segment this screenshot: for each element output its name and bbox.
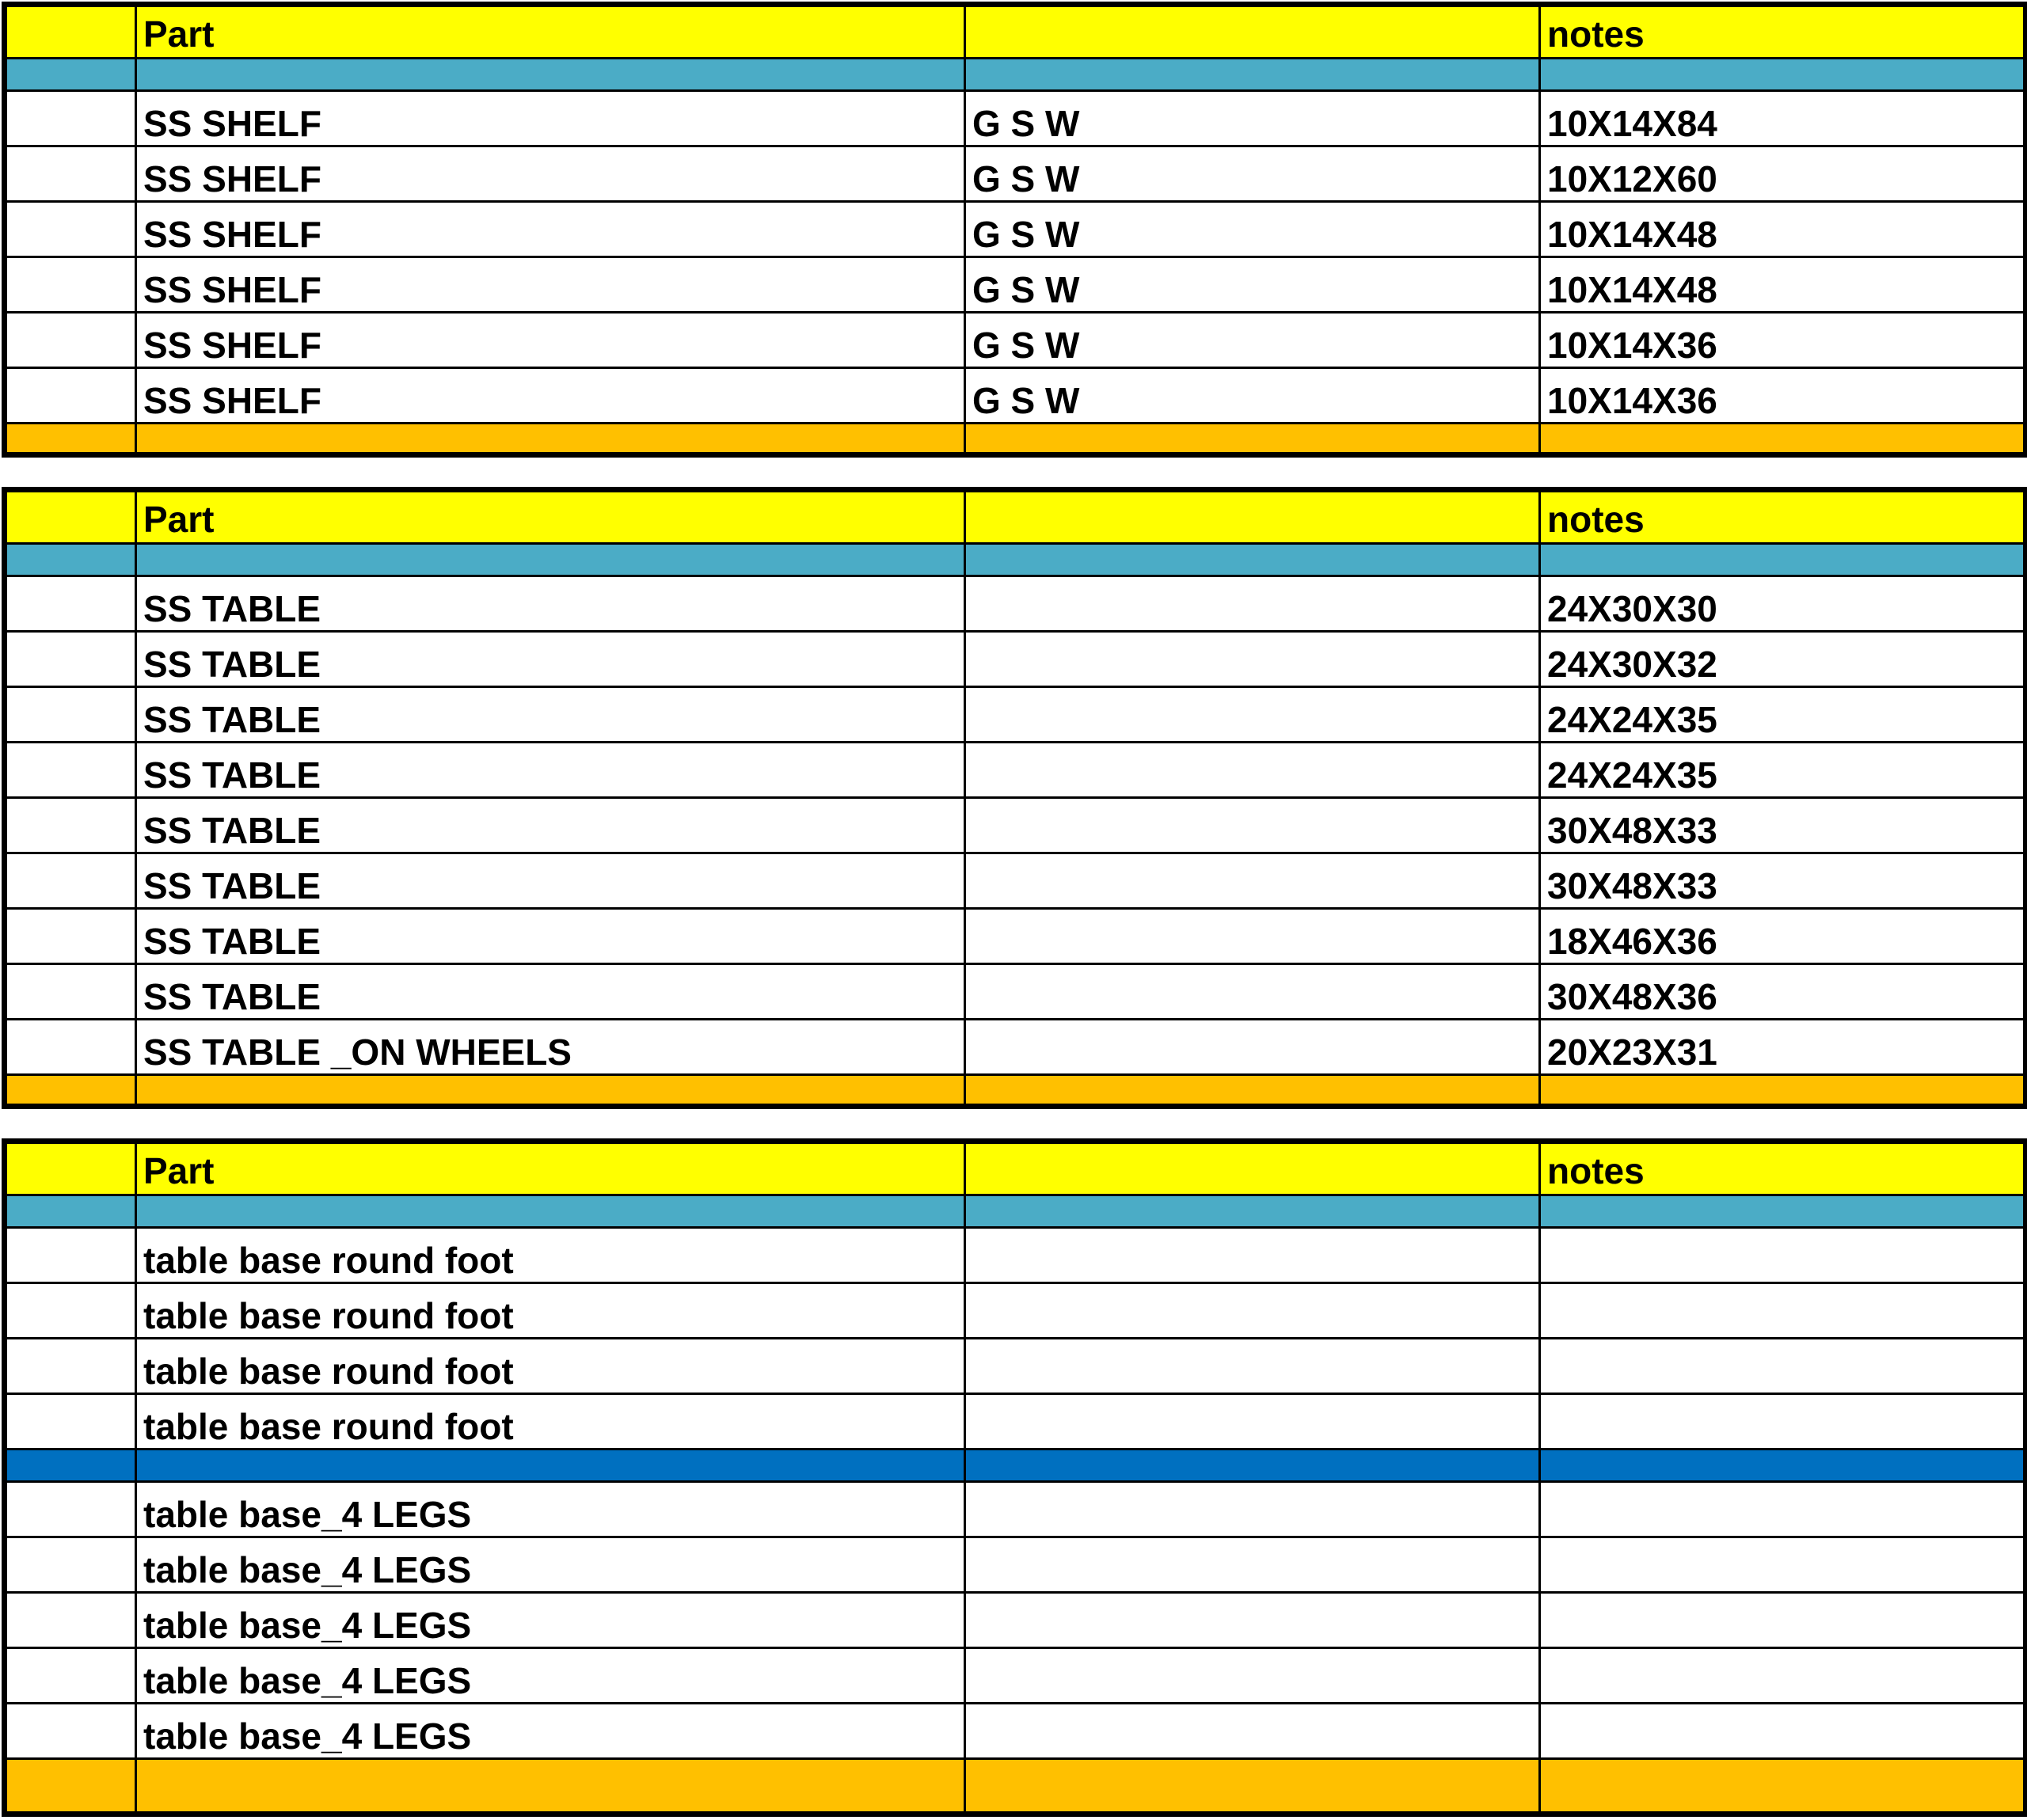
notes-cell[interactable]: 30X48X33 [1540,853,2026,909]
parts-table-tables [2,487,2027,1109]
part-cell[interactable]: table base_4 LEGS [136,1593,965,1648]
table-row [5,257,2026,313]
index-cell[interactable] [5,964,136,1020]
band-cell[interactable] [965,1195,1540,1228]
part-cell[interactable]: SS SHELF [136,313,965,368]
maker-cell[interactable] [965,1228,1540,1283]
maker-cell[interactable] [965,1394,1540,1450]
band-cell[interactable] [5,544,136,576]
index-cell[interactable] [5,1482,136,1537]
part-cell[interactable]: SS TABLE [136,632,965,687]
table-row [5,202,2026,257]
band-cell[interactable] [136,1075,965,1107]
band-cell[interactable] [136,544,965,576]
orange-band-row [5,424,2026,455]
maker-cell[interactable] [965,964,1540,1020]
index-cell[interactable] [5,1228,136,1283]
table-row [5,1339,2026,1394]
index-cell[interactable] [5,1339,136,1394]
index-cell[interactable] [5,146,136,202]
maker-cell[interactable] [965,853,1540,909]
header-cell-notes[interactable]: notes [1540,490,2026,544]
maker-cell[interactable]: G S W [965,91,1540,146]
part-cell[interactable]: table base_4 LEGS [136,1704,965,1759]
band-cell[interactable] [1540,1450,2026,1482]
part-cell[interactable]: SS TABLE [136,798,965,853]
part-cell[interactable]: table base round foot [136,1339,965,1394]
notes-cell[interactable]: 30X48X36 [1540,964,2026,1020]
index-cell[interactable] [5,1704,136,1759]
notes-cell[interactable]: 10X14X84 [1540,91,2026,146]
table-row [5,743,2026,798]
index-cell[interactable] [5,91,136,146]
part-cell[interactable]: table base round foot [136,1394,965,1450]
notes-cell[interactable]: 10X14X48 [1540,257,2026,313]
notes-cell[interactable]: 30X48X33 [1540,798,2026,853]
band-cell[interactable] [965,1759,1540,1814]
band-cell[interactable] [1540,1075,2026,1107]
notes-cell[interactable]: 10X14X36 [1540,313,2026,368]
notes-cell[interactable]: 20X23X31 [1540,1020,2026,1075]
parts-table-bases [2,1138,2027,1817]
maker-cell[interactable]: G S W [965,202,1540,257]
part-cell[interactable]: SS TABLE [136,576,965,632]
teal-band-row [5,59,2026,91]
index-cell[interactable] [5,368,136,424]
index-cell[interactable] [5,687,136,743]
header-cell-index[interactable] [5,1142,136,1195]
table-row [5,1394,2026,1450]
index-cell[interactable] [5,1537,136,1593]
part-cell[interactable]: SS TABLE [136,687,965,743]
table-row [5,1704,2026,1759]
index-cell[interactable] [5,632,136,687]
maker-cell[interactable] [965,743,1540,798]
table-row [5,576,2026,632]
table-row [5,687,2026,743]
header-cell-part[interactable]: Part [136,5,965,59]
notes-cell[interactable] [1540,1228,2026,1283]
part-cell[interactable]: SS TABLE _ON WHEELS [136,1020,965,1075]
notes-cell[interactable] [1540,1482,2026,1537]
header-cell-index[interactable] [5,490,136,544]
notes-cell[interactable]: 10X14X36 [1540,368,2026,424]
header-cell-maker[interactable] [965,5,1540,59]
index-cell[interactable] [5,909,136,964]
header-row [5,5,2026,59]
maker-cell[interactable] [965,576,1540,632]
notes-cell[interactable] [1540,1704,2026,1759]
header-cell-part[interactable]: Part [136,490,965,544]
teal-band-row [5,544,2026,576]
band-cell[interactable] [136,1450,965,1482]
band-cell[interactable] [965,424,1540,455]
index-cell[interactable] [5,1593,136,1648]
notes-cell[interactable]: 24X24X35 [1540,743,2026,798]
band-cell[interactable] [965,544,1540,576]
part-cell[interactable]: SS TABLE [136,909,965,964]
band-cell[interactable] [965,1450,1540,1482]
part-cell[interactable]: SS TABLE [136,743,965,798]
part-cell[interactable]: SS TABLE [136,853,965,909]
part-cell[interactable]: SS SHELF [136,202,965,257]
part-cell[interactable]: SS SHELF [136,368,965,424]
maker-cell[interactable] [965,1537,1540,1593]
table-row [5,1482,2026,1537]
band-cell[interactable] [5,1075,136,1107]
header-cell-maker[interactable] [965,1142,1540,1195]
table-row [5,964,2026,1020]
table-row [5,313,2026,368]
index-cell[interactable] [5,1020,136,1075]
maker-cell[interactable] [965,1593,1540,1648]
maker-cell[interactable] [965,1283,1540,1339]
table-row [5,91,2026,146]
table-row [5,1228,2026,1283]
header-cell-notes[interactable]: notes [1540,5,2026,59]
notes-cell[interactable] [1540,1339,2026,1394]
band-cell[interactable] [5,424,136,455]
index-cell[interactable] [5,313,136,368]
table-row [5,1020,2026,1075]
notes-cell[interactable]: 24X24X35 [1540,687,2026,743]
header-cell-index[interactable] [5,5,136,59]
header-row [5,490,2026,544]
band-cell[interactable] [1540,1195,2026,1228]
maker-cell[interactable] [965,909,1540,964]
maker-cell[interactable] [965,798,1540,853]
maker-cell[interactable] [965,632,1540,687]
notes-cell[interactable] [1540,1593,2026,1648]
part-cell[interactable]: table base round foot [136,1283,965,1339]
table-row [5,1648,2026,1704]
part-cell[interactable]: SS SHELF [136,91,965,146]
index-cell[interactable] [5,257,136,313]
maker-cell[interactable]: G S W [965,257,1540,313]
maker-cell[interactable] [965,1704,1540,1759]
part-cell[interactable]: table base_4 LEGS [136,1537,965,1593]
band-cell[interactable] [136,1759,965,1814]
maker-cell[interactable]: G S W [965,146,1540,202]
maker-cell[interactable] [965,687,1540,743]
header-cell-maker[interactable] [965,490,1540,544]
band-cell[interactable] [136,424,965,455]
part-cell[interactable]: SS TABLE [136,964,965,1020]
table-row [5,798,2026,853]
band-cell[interactable] [5,59,136,91]
maker-cell[interactable]: G S W [965,368,1540,424]
part-cell[interactable]: SS SHELF [136,146,965,202]
notes-cell[interactable]: 10X12X60 [1540,146,2026,202]
index-cell[interactable] [5,853,136,909]
table-row [5,853,2026,909]
index-cell[interactable] [5,1283,136,1339]
maker-cell[interactable] [965,1482,1540,1537]
maker-cell[interactable] [965,1648,1540,1704]
table-row [5,632,2026,687]
table-row [5,1283,2026,1339]
notes-cell[interactable] [1540,1283,2026,1339]
notes-cell[interactable] [1540,1537,2026,1593]
part-cell[interactable]: table base_4 LEGS [136,1648,965,1704]
part-cell[interactable]: SS SHELF [136,257,965,313]
header-row [5,1142,2026,1195]
parts-table-shelves [2,2,2027,458]
notes-cell[interactable]: 18X46X36 [1540,909,2026,964]
notes-cell[interactable]: 24X30X32 [1540,632,2026,687]
index-cell[interactable] [5,1648,136,1704]
notes-cell[interactable]: 24X30X30 [1540,576,2026,632]
table-row [5,1593,2026,1648]
index-cell[interactable] [5,202,136,257]
band-cell[interactable] [965,1075,1540,1107]
band-cell[interactable] [5,1759,136,1814]
index-cell[interactable] [5,798,136,853]
orange-band-row [5,1075,2026,1107]
index-cell[interactable] [5,576,136,632]
band-cell[interactable] [136,1195,965,1228]
band-cell[interactable] [5,1195,136,1228]
table-row [5,1537,2026,1593]
index-cell[interactable] [5,1394,136,1450]
band-cell[interactable] [1540,1759,2026,1814]
table-row [5,909,2026,964]
part-cell[interactable]: table base_4 LEGS [136,1482,965,1537]
teal-band-row [5,1195,2026,1228]
notes-cell[interactable] [1540,1648,2026,1704]
part-cell[interactable]: table base round foot [136,1228,965,1283]
band-cell[interactable] [1540,544,2026,576]
maker-cell[interactable] [965,1339,1540,1394]
band-cell[interactable] [1540,424,2026,455]
band-cell[interactable] [136,59,965,91]
maker-cell[interactable]: G S W [965,313,1540,368]
index-cell[interactable] [5,743,136,798]
blue-band-row [5,1450,2026,1482]
maker-cell[interactable] [965,1020,1540,1075]
orange-band-row [5,1759,2026,1814]
band-cell[interactable] [1540,59,2026,91]
header-cell-part[interactable]: Part [136,1142,965,1195]
table-row [5,146,2026,202]
band-cell[interactable] [965,59,1540,91]
band-cell[interactable] [5,1450,136,1482]
notes-cell[interactable]: 10X14X48 [1540,202,2026,257]
notes-cell[interactable] [1540,1394,2026,1450]
table-row [5,368,2026,424]
header-cell-notes[interactable]: notes [1540,1142,2026,1195]
